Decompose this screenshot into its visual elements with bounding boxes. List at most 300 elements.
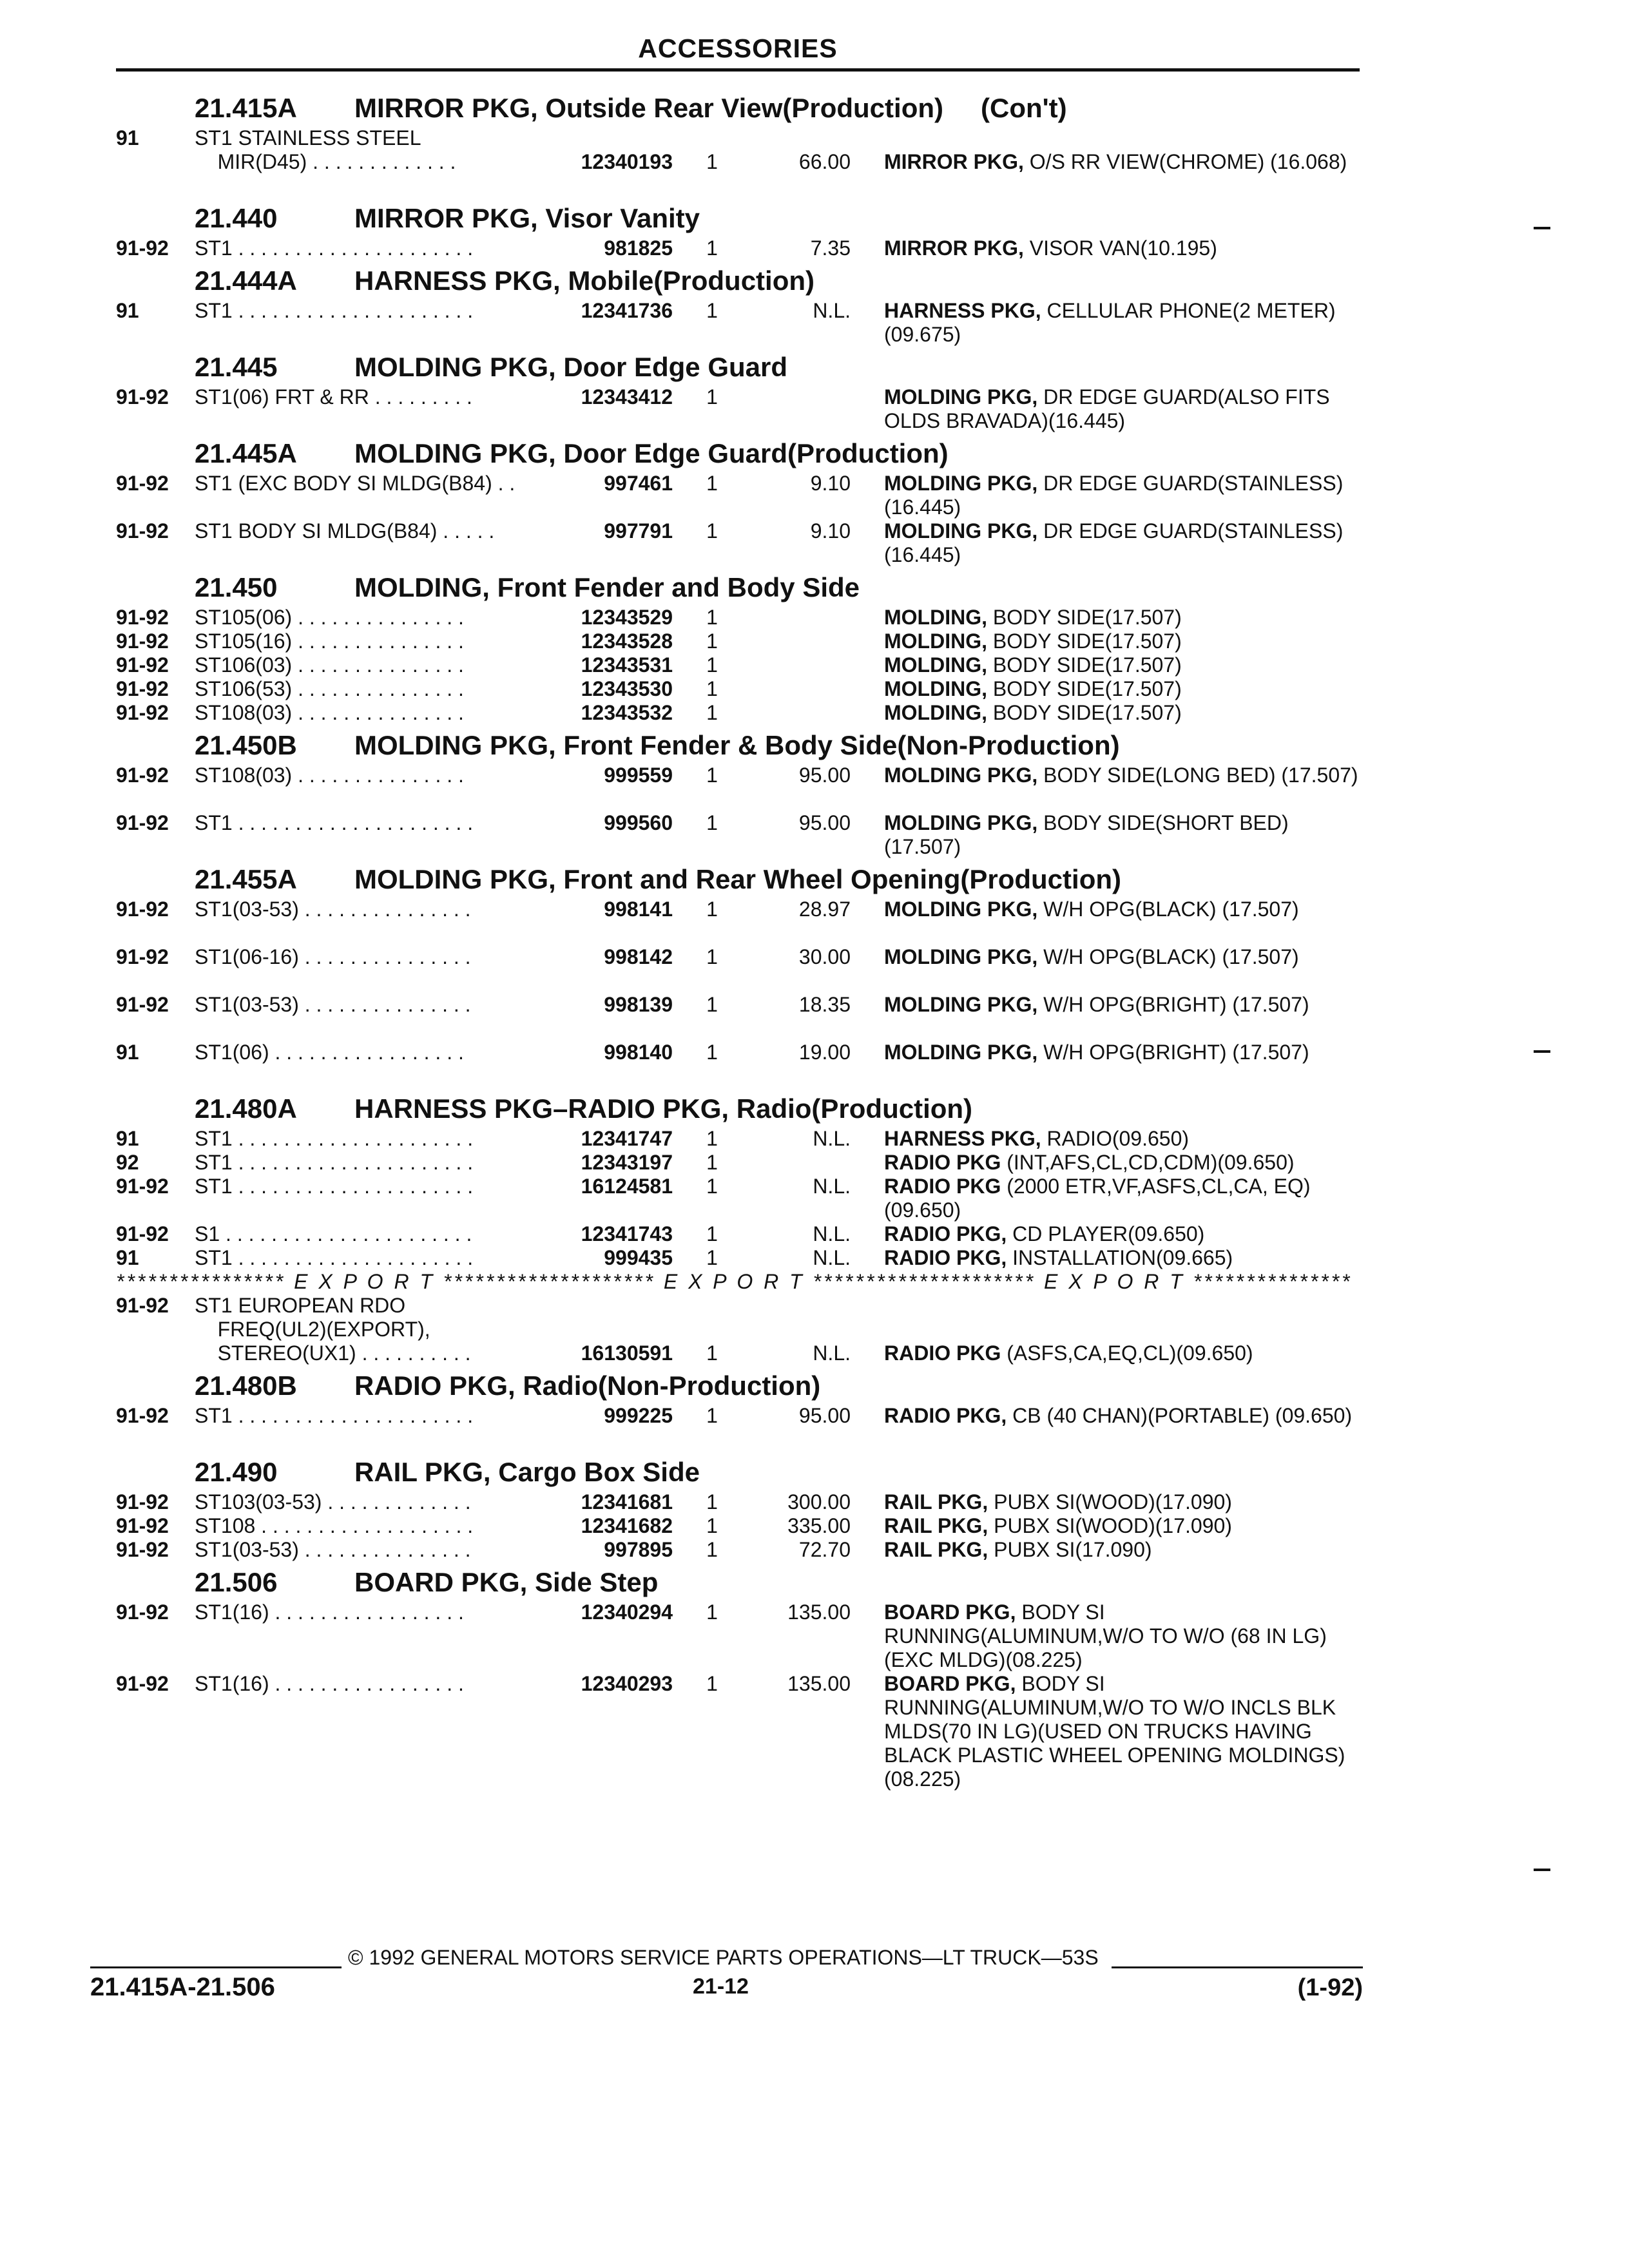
part-name-bold: RADIO PKG, [884, 1404, 1007, 1427]
model-year: 92 [116, 1151, 139, 1174]
description-text: ST1 [195, 811, 233, 834]
quantity: 1 [706, 898, 718, 921]
part-name-bold: MOLDING PKG, [884, 1041, 1038, 1064]
parts-list [116, 88, 1360, 1791]
description-text: MIR(D45) [195, 150, 307, 173]
description-text: ST1 (EXC BODY SI MLDG(B84) [195, 472, 492, 495]
part-number: 997895 [604, 1538, 673, 1561]
model-year: 91 [116, 1041, 139, 1064]
part-name-bold: MIRROR PKG, [884, 150, 1024, 173]
part-name-bold: MOLDING PKG, [884, 811, 1038, 834]
part-name [884, 945, 1361, 969]
description-text: S1 [195, 1222, 220, 1245]
quantity: 1 [706, 1490, 718, 1514]
part-name-rest: O/S RR VIEW(CHROME) (16.068) [1023, 150, 1347, 173]
part-row [116, 653, 1360, 677]
section-number: 21.445A [195, 438, 297, 468]
catalog-page [116, 34, 1360, 1791]
model-year: 91-92 [116, 519, 169, 543]
part-row [116, 519, 1360, 567]
description-text: ST1(03-53) [195, 993, 299, 1016]
leader-dots: . . . . . . . . . . . . . . . . . . . . . [232, 1151, 474, 1174]
model-year: 91-92 [116, 1672, 169, 1695]
leader-dots: . . . . . . . . . . . . . . . [298, 945, 471, 968]
leader-dots: . . . . . . . . . . . . . . . [292, 606, 464, 629]
part-name-bold: MOLDING, [884, 653, 987, 677]
leader-dots: . . . . . . . . . . . . . . . . . . . . . [232, 1127, 474, 1150]
description-text: ST105(06) [195, 606, 293, 629]
leader-dots: . . . . . . . . . . . . . . . [298, 1538, 471, 1561]
page-footer [90, 1946, 1363, 2023]
part-name-rest: BODY SIDE(LONG BED) (17.507) [1037, 764, 1358, 787]
quantity: 1 [706, 472, 718, 495]
part-name-bold: RADIO PKG [884, 1341, 1001, 1365]
part-name [884, 653, 1361, 677]
export-divider: **************** E X P O R T ******************** E X P O R T ********************* E X P O R T *************** [116, 1270, 1353, 1293]
part-name-bold: HARNESS PKG, [884, 299, 1041, 322]
section-title-text: HARNESS PKG, Mobile(Production) [354, 265, 815, 296]
price: N.L. [813, 299, 851, 322]
section-number: 21.444A [195, 265, 297, 296]
description-text: ST108 [195, 1514, 256, 1537]
quantity: 1 [706, 1538, 718, 1561]
part-name-rest: CB (40 CHAN)(PORTABLE) (09.650) [1007, 1404, 1353, 1427]
description-text: ST1 [195, 1127, 233, 1150]
section-title-text: MOLDING, Front Fender and Body Side [354, 572, 860, 602]
section-title [354, 730, 1120, 761]
leader-dots: . . . . . . . . . . . . . . . . . . . . . [232, 811, 474, 834]
quantity: 1 [706, 606, 718, 629]
section-title [354, 352, 787, 383]
part-number: 12341681 [581, 1490, 673, 1514]
model-year: 91-92 [116, 629, 169, 653]
margin-tick [1534, 1869, 1550, 1871]
price: N.L. [813, 1175, 851, 1198]
footer-rule-right [1112, 1966, 1363, 1968]
description-text: ST1(03-53) [195, 898, 299, 921]
description-text: ST1 BODY SI MLDG(B84) [195, 519, 438, 543]
part-name-bold: MOLDING PKG, [884, 945, 1038, 968]
model-year: 91-92 [116, 606, 169, 629]
leader-dots: . . . . . . . . . . . . . . . [292, 629, 464, 653]
part-name-bold: MOLDING PKG, [884, 764, 1038, 787]
model-year: 91-92 [116, 1222, 169, 1245]
section-title-text: MIRROR PKG, Outside Rear View(Production) [354, 93, 943, 123]
section-number: 21.450 [195, 572, 278, 602]
model-year: 91-92 [116, 764, 169, 787]
section-number: 21.480A [195, 1093, 297, 1124]
part-name [884, 1041, 1361, 1064]
part-row [116, 1538, 1360, 1562]
part-row [116, 1318, 1360, 1341]
copyright-notice: © 1992 GENERAL MOTORS SERVICE PARTS OPERATIONS—LT TRUCK—53S [348, 1946, 1099, 1969]
part-row [116, 1222, 1360, 1246]
part-name-bold: MOLDING PKG, [884, 993, 1038, 1016]
section-range: 21.415A-21.506 [90, 1973, 275, 2001]
part-name [884, 1127, 1361, 1151]
part-name-bold: RADIO PKG [884, 1151, 1001, 1174]
part-number: 12343528 [581, 629, 673, 653]
leader-dots: . . . . . . . . . . . . . [307, 150, 456, 173]
part-name-bold: RADIO PKG, [884, 1222, 1007, 1245]
description-text: ST105(16) [195, 629, 293, 653]
part-number: 12341743 [581, 1222, 673, 1245]
section-number: 21.440 [195, 203, 278, 233]
section-number: 21.506 [195, 1567, 278, 1597]
part-row [116, 993, 1360, 1041]
model-year: 91-92 [116, 1514, 169, 1537]
part-row [116, 1127, 1360, 1151]
price: 28.97 [798, 898, 851, 921]
part-number: 12343197 [581, 1151, 673, 1174]
price: N.L. [813, 1341, 851, 1365]
section-number: 21.480B [195, 1370, 297, 1401]
description-text: STEREO(UX1) [195, 1341, 356, 1365]
part-name [884, 385, 1361, 433]
price: 9.10 [810, 472, 851, 495]
description-text: ST1 [195, 1175, 233, 1198]
part-name-bold: RADIO PKG [884, 1175, 1001, 1198]
section-title-text: MOLDING PKG, Door Edge Guard(Production) [354, 438, 949, 468]
part-name-rest: BODY SIDE(17.507) [987, 629, 1182, 653]
part-name [884, 1222, 1361, 1246]
part-name-rest: DR EDGE GUARD(STAINLESS)(16.445) [884, 519, 1344, 566]
leader-dots: . . . . . . . . . . . . . . . [298, 898, 471, 921]
leader-dots: . . . . . . . . . . . . . . . [292, 701, 464, 724]
part-name-rest: CELLULAR PHONE(2 METER)(09.675) [884, 299, 1336, 346]
part-number: 999559 [604, 764, 673, 787]
part-description [195, 126, 659, 150]
leader-dots: . . . . . . . . . . . . . . . . . [269, 1672, 464, 1695]
description-text: ST1 EUROPEAN RDO [195, 1294, 406, 1317]
part-number: 999560 [604, 811, 673, 834]
model-year: 91-92 [116, 701, 169, 724]
part-name-bold: MOLDING, [884, 606, 987, 629]
part-row [116, 299, 1360, 347]
price: 19.00 [798, 1041, 851, 1064]
price: 300.00 [787, 1490, 851, 1514]
quantity: 1 [706, 764, 718, 787]
leader-dots: . . . . . . . . . . . . . . . . . . . [255, 1514, 474, 1537]
section-title [354, 572, 860, 603]
page-title: ACCESSORIES [638, 34, 838, 63]
part-number: 12340193 [581, 150, 673, 173]
page-number: 21-12 [693, 1974, 749, 1999]
price: 135.00 [787, 1672, 851, 1695]
part-row [116, 1175, 1360, 1222]
leader-dots: . . [492, 472, 516, 495]
section-title-text: RAIL PKG, Cargo Box Side [354, 1457, 700, 1487]
page-header [116, 34, 1360, 68]
model-year: 91 [116, 126, 139, 149]
description-text: ST1(16) [195, 1600, 269, 1624]
part-number: 16130591 [581, 1341, 673, 1365]
section-heading [116, 1088, 1360, 1127]
leader-dots: . . . . . . . . . . . . . . . [292, 653, 464, 677]
model-year: 91-92 [116, 677, 169, 700]
quantity: 1 [706, 1222, 718, 1245]
description-text: ST1(16) [195, 1672, 269, 1695]
section-title [354, 1457, 700, 1488]
section-title-text: MOLDING PKG, Door Edge Guard [354, 352, 788, 382]
section-title [354, 1370, 820, 1401]
quantity: 1 [706, 1341, 718, 1365]
part-row [116, 1341, 1360, 1365]
part-name-rest: (2000 ETR,VF,ASFS,CL,CA, EQ)(09.650) [884, 1175, 1311, 1222]
leader-dots: . . . . . . . . . . [356, 1341, 471, 1365]
price: 30.00 [798, 945, 851, 968]
part-name [884, 1404, 1361, 1428]
quantity: 1 [706, 1672, 718, 1695]
section-title [354, 1567, 658, 1598]
model-year: 91-92 [116, 945, 169, 968]
description-text: ST1(06) FRT & RR [195, 385, 369, 408]
quantity: 1 [706, 1404, 718, 1427]
quantity: 1 [706, 1041, 718, 1064]
part-number: 12341736 [581, 299, 673, 322]
part-name-rest: BODY SI RUNNING(ALUMINUM,W/O TO W/O INCLS BLK MLDS(70 IN LG)(USED ON TRUCKS HAVING BLACK PLASTIC WHEEL OPENING MOLDINGS)(08.225) [884, 1672, 1345, 1791]
section-title [354, 438, 949, 469]
part-row [116, 385, 1360, 433]
leader-dots: . . . . . . . . . . . . . . . . . [269, 1041, 464, 1064]
price: 95.00 [798, 1404, 851, 1427]
part-row [116, 629, 1360, 653]
quantity: 1 [706, 945, 718, 968]
price: 66.00 [798, 150, 851, 173]
leader-dots: . . . . . . . . . . . . . . . . . . . . . [232, 299, 474, 322]
price: 18.35 [798, 993, 851, 1016]
quantity: 1 [706, 653, 718, 677]
part-name [884, 811, 1361, 859]
model-year: 91 [116, 1246, 139, 1269]
price: 95.00 [798, 764, 851, 787]
description-text: ST108(03) [195, 764, 293, 787]
part-row [116, 1246, 1360, 1270]
quantity: 1 [706, 1151, 718, 1174]
section-number: 21.455A [195, 864, 297, 894]
part-name-bold: BOARD PKG, [884, 1600, 1016, 1624]
description-text: ST103(03-53) [195, 1490, 322, 1514]
description-text: ST1 [195, 236, 233, 260]
part-name-bold: MIRROR PKG, [884, 236, 1024, 260]
part-name [884, 677, 1361, 701]
part-name-rest: INSTALLATION(09.665) [1007, 1246, 1233, 1269]
quantity: 1 [706, 1246, 718, 1269]
quantity: 1 [706, 811, 718, 834]
part-name-rest: PUBX SI(WOOD)(17.090) [988, 1490, 1232, 1514]
leader-dots: . . . . . . . . . [369, 385, 472, 408]
part-name-rest: RADIO(09.650) [1041, 1127, 1190, 1150]
leader-dots: . . . . . . . . . . . . . [322, 1490, 471, 1514]
part-name-bold: MOLDING PKG, [884, 385, 1038, 408]
price: N.L. [813, 1246, 851, 1269]
price: N.L. [813, 1222, 851, 1245]
part-row [116, 945, 1360, 993]
part-row [116, 1672, 1360, 1791]
quantity: 1 [706, 299, 718, 322]
header-rule [116, 68, 1360, 72]
part-name-bold: MOLDING PKG, [884, 519, 1038, 543]
model-year: 91-92 [116, 1490, 169, 1514]
footer-rule-left [90, 1966, 342, 1968]
part-name [884, 1246, 1361, 1270]
section-heading [116, 1452, 1360, 1490]
section-heading [116, 1365, 1360, 1404]
part-row [116, 677, 1360, 701]
part-name-rest: W/H OPG(BRIGHT) (17.507) [1037, 993, 1309, 1016]
part-row [116, 1514, 1360, 1538]
section-title [354, 864, 1121, 895]
part-name-bold: RAIL PKG, [884, 1538, 988, 1561]
part-name [884, 1538, 1361, 1562]
part-name-bold: BOARD PKG, [884, 1672, 1016, 1695]
part-name [884, 1490, 1361, 1514]
part-name [884, 629, 1361, 653]
leader-dots: . . . . . . . . . . . . . . . . . . . . . . [220, 1222, 472, 1245]
part-name-bold: MOLDING PKG, [884, 898, 1038, 921]
leader-dots: . . . . . . . . . . . . . . . [292, 677, 464, 700]
price: 9.10 [810, 519, 851, 543]
part-name-rest: VISOR VAN(10.195) [1023, 236, 1217, 260]
section-title-text: HARNESS PKG–RADIO PKG, Radio(Production) [354, 1093, 973, 1124]
part-name-rest: DR EDGE GUARD(ALSO FITS OLDS BRAVADA)(16.445) [884, 385, 1330, 432]
part-number: 12340293 [581, 1672, 673, 1695]
part-name-rest: PUBX SI(WOOD)(17.090) [988, 1514, 1232, 1537]
part-name-rest: W/H OPG(BLACK) (17.507) [1037, 898, 1299, 921]
leader-dots: . . . . . . . . . . . . . . . . . . . . . [232, 1175, 474, 1198]
part-row [116, 1404, 1360, 1452]
part-row [116, 701, 1360, 725]
part-number: 12340294 [581, 1600, 673, 1624]
price: 135.00 [787, 1600, 851, 1624]
section-heading [116, 260, 1360, 299]
part-name [884, 236, 1361, 260]
part-name-rest: (ASFS,CA,EQ,CL)(09.650) [1001, 1341, 1253, 1365]
description-text: FREQ(UL2)(EXPORT), [195, 1318, 430, 1341]
section-heading [116, 433, 1360, 472]
model-year: 91-92 [116, 993, 169, 1016]
part-name [884, 299, 1361, 347]
price: 95.00 [798, 811, 851, 834]
section-number: 21.490 [195, 1457, 278, 1487]
quantity: 1 [706, 701, 718, 724]
price: 7.35 [810, 236, 851, 260]
part-name [884, 1175, 1361, 1222]
quantity: 1 [706, 1514, 718, 1537]
part-number: 12343529 [581, 606, 673, 629]
part-description [195, 1294, 659, 1318]
part-number: 997461 [604, 472, 673, 495]
part-name-rest: BODY SIDE(17.507) [987, 653, 1182, 677]
part-row [116, 1600, 1360, 1672]
part-name [884, 1672, 1361, 1791]
quantity: 1 [706, 236, 718, 260]
part-row [116, 898, 1360, 945]
description-text: ST106(53) [195, 677, 293, 700]
section-number: 21.445 [195, 352, 278, 382]
part-name [884, 1341, 1361, 1365]
part-name [884, 606, 1361, 629]
part-name-rest: (INT,AFS,CL,CD,CDM)(09.650) [1001, 1151, 1295, 1174]
part-number: 999225 [604, 1404, 673, 1427]
part-name-bold: MOLDING PKG, [884, 472, 1038, 495]
leader-dots: . . . . . . . . . . . . . . . [298, 993, 471, 1016]
price: N.L. [813, 1127, 851, 1150]
revision-date: (1-92) [1297, 1974, 1363, 2001]
section-title [354, 265, 815, 296]
section-number: 21.450B [195, 730, 297, 760]
model-year: 91-92 [116, 1294, 169, 1317]
part-row [116, 126, 1360, 150]
part-row [116, 764, 1360, 811]
part-number: 981825 [604, 236, 673, 260]
price: 335.00 [787, 1514, 851, 1537]
description-text: ST1 [195, 299, 233, 322]
description-text: ST1(06-16) [195, 945, 299, 968]
section-heading [116, 725, 1360, 764]
model-year: 91-92 [116, 1404, 169, 1427]
description-text: ST1 [195, 1151, 233, 1174]
part-row [116, 606, 1360, 629]
part-name-rest: BODY SIDE(17.507) [987, 677, 1182, 700]
description-text: ST1 STAINLESS STEEL [195, 126, 421, 149]
leader-dots: . . . . . . . . . . . . . . . . . [269, 1600, 464, 1624]
part-name [884, 993, 1361, 1017]
model-year: 91-92 [116, 236, 169, 260]
description-text: ST1(03-53) [195, 1538, 299, 1561]
part-name [884, 1514, 1361, 1538]
section-heading [116, 859, 1360, 898]
part-name [884, 519, 1361, 567]
part-name-rest: BODY SIDE(SHORT BED) (17.507) [884, 811, 1289, 858]
part-row [116, 472, 1360, 519]
part-name-bold: RAIL PKG, [884, 1490, 988, 1514]
section-heading [116, 198, 1360, 236]
part-row [116, 1151, 1360, 1175]
part-name [884, 1600, 1361, 1672]
model-year: 91-92 [116, 811, 169, 834]
part-row [116, 236, 1360, 260]
part-name-bold: RADIO PKG, [884, 1246, 1007, 1269]
quantity: 1 [706, 677, 718, 700]
part-number: 12343530 [581, 677, 673, 700]
section-title-text: MOLDING PKG, Front Fender & Body Side(Non-Production) [354, 730, 1120, 760]
section-title [354, 203, 700, 234]
section-title [354, 93, 1067, 124]
description-text: ST1(06) [195, 1041, 269, 1064]
description-text: ST106(03) [195, 653, 293, 677]
part-name-rest: W/H OPG(BRIGHT) (17.507) [1037, 1041, 1309, 1064]
part-name [884, 764, 1361, 787]
part-name-rest: BODY SIDE(17.507) [987, 701, 1182, 724]
section-title [354, 1093, 972, 1124]
quantity: 1 [706, 519, 718, 543]
leader-dots: . . . . . . . . . . . . . . . . . . . . . [232, 1246, 474, 1269]
part-number: 12341682 [581, 1514, 673, 1537]
part-number: 998139 [604, 993, 673, 1016]
part-row [116, 811, 1360, 859]
model-year: 91 [116, 299, 139, 322]
model-year: 91 [116, 1127, 139, 1150]
quantity: 1 [706, 993, 718, 1016]
quantity: 1 [706, 150, 718, 173]
part-name-bold: MOLDING, [884, 677, 987, 700]
leader-dots: . . . . . . . . . . . . . . . [292, 764, 464, 787]
part-name [884, 150, 1361, 174]
quantity: 1 [706, 1175, 718, 1198]
part-number: 12341747 [581, 1127, 673, 1150]
leader-dots: . . . . . [437, 519, 495, 543]
